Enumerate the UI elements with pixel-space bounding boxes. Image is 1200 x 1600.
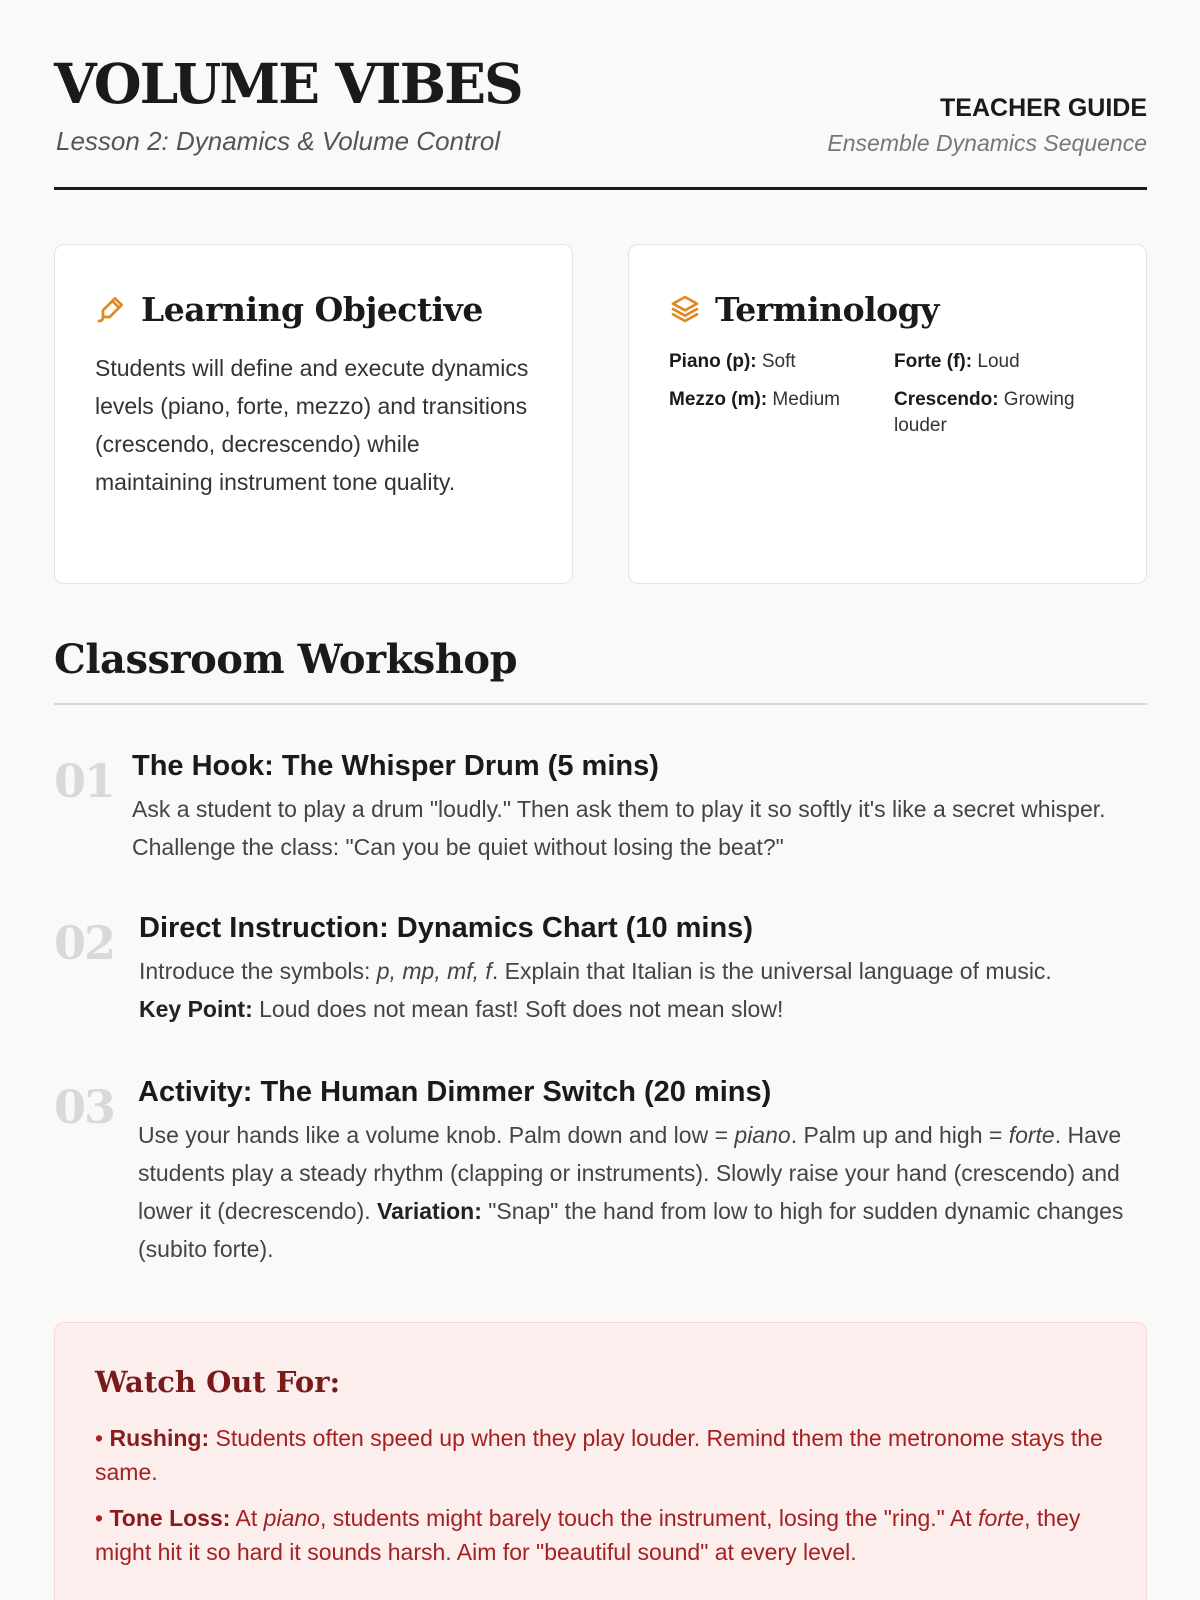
- guide-subtitle: Ensemble Dynamics Sequence: [827, 130, 1147, 156]
- watch-out-item: [95, 1421, 1106, 1489]
- term-item: [894, 349, 1114, 375]
- term-piano: piano: [734, 1122, 791, 1148]
- term-definition: Loud: [972, 351, 1020, 372]
- dynamics-symbols: p, mp, mf, f: [376, 958, 492, 984]
- guide-label: TEACHER GUIDE: [940, 94, 1147, 122]
- variation-label: Variation:: [377, 1198, 482, 1224]
- pen-icon: [95, 293, 127, 325]
- watch-out-item: [95, 1501, 1106, 1569]
- key-point-label: Key Point:: [139, 996, 253, 1022]
- objective-text: Students will define and execute dynamics levels (piano, forte, mezzo) and transitions (crescendo, decrescendo) while maintaining instrument tone quality.: [95, 355, 529, 495]
- bullet: •: [95, 1425, 110, 1451]
- watch-out-title: Watch Out For:: [95, 1365, 341, 1399]
- objective-card: [54, 244, 573, 584]
- step-text: [139, 952, 1147, 1028]
- info-cards: [54, 244, 1147, 584]
- term-item: [894, 387, 1114, 439]
- watch-out-label: Rushing:: [109, 1425, 210, 1451]
- step-text: Ask a student to play a drum "loudly." Then ask them to play it so softly it's like a secret whisper. Challenge the class: "Can you be quiet without losing the beat?": [132, 796, 1106, 860]
- terminology-card-header: [669, 287, 1106, 331]
- layers-icon: [669, 293, 701, 325]
- step-text-part: . Explain that Italian is the universal language of music.: [491, 958, 1052, 984]
- watch-out-text: , they might hit it so hard it sounds harsh. Aim for "beautiful sound" at every level.: [95, 1505, 1081, 1565]
- objective-card-header: [95, 287, 532, 331]
- page-header: [54, 0, 1147, 190]
- key-point-text: Loud does not mean fast! Soft does not mean slow!: [252, 996, 784, 1022]
- section-divider: [54, 703, 1147, 705]
- lesson-page: [54, 0, 1147, 1565]
- step-text: [138, 1116, 1147, 1268]
- term-forte: forte: [1008, 1122, 1055, 1148]
- term-definition: Medium: [767, 389, 841, 410]
- watch-out-text: Students often speed up when they play louder. Remind them the metronome stays the same.: [95, 1425, 1103, 1485]
- term-name: Piano (p):: [669, 351, 757, 372]
- step-number: 03: [54, 1080, 115, 1134]
- step-text-part: Introduce the symbols:: [139, 958, 377, 984]
- page-title: VOLUME VIBES: [54, 51, 522, 116]
- terminology-title: Terminology: [715, 289, 939, 329]
- term-name: Mezzo (m):: [669, 389, 768, 410]
- workshop-title: Classroom Workshop: [54, 636, 518, 683]
- step-number: 02: [54, 916, 115, 970]
- step-text-part: . Palm up and high =: [790, 1122, 1009, 1148]
- term-item: [669, 349, 894, 375]
- step-body: [132, 748, 1147, 866]
- term-definition: Soft: [756, 351, 796, 372]
- step-text-part: Use your hands like a volume knob. Palm down and low =: [138, 1122, 735, 1148]
- terminology-list: [669, 349, 1106, 439]
- term-item: [669, 387, 894, 439]
- step-text-part: . Have students play a steady rhythm (clapping or instruments). Slowly raise your hand (crescendo) and lower it (decrescendo).: [138, 1122, 1122, 1224]
- step-number: 01: [54, 754, 115, 808]
- term-piano: piano: [263, 1505, 320, 1531]
- watch-out-text: , students might barely touch the instrument, losing the "ring." At: [319, 1505, 979, 1531]
- term-definition: Growing louder: [894, 389, 1075, 436]
- step-title: Direct Instruction: Dynamics Chart (10 mins): [139, 912, 753, 944]
- watch-out-text: At: [230, 1505, 264, 1531]
- term-name: Forte (f):: [894, 351, 973, 372]
- term-forte: forte: [978, 1505, 1025, 1531]
- watch-out-label: Tone Loss:: [109, 1505, 231, 1531]
- variation-text: "Snap" the hand from low to high for sudden dynamic changes (subito forte).: [138, 1198, 1124, 1262]
- step-title: The Hook: The Whisper Drum (5 mins): [132, 750, 659, 782]
- watch-out-box: [54, 1322, 1147, 1600]
- term-name: Crescendo:: [894, 389, 999, 410]
- step-body: [138, 1074, 1147, 1268]
- objective-title: Learning Objective: [141, 289, 483, 329]
- terminology-card: [628, 244, 1147, 584]
- step-body: [139, 910, 1147, 1028]
- bullet: •: [95, 1505, 110, 1531]
- step-title: Activity: The Human Dimmer Switch (20 mins): [138, 1076, 772, 1108]
- lesson-subtitle: Lesson 2: Dynamics & Volume Control: [56, 126, 501, 156]
